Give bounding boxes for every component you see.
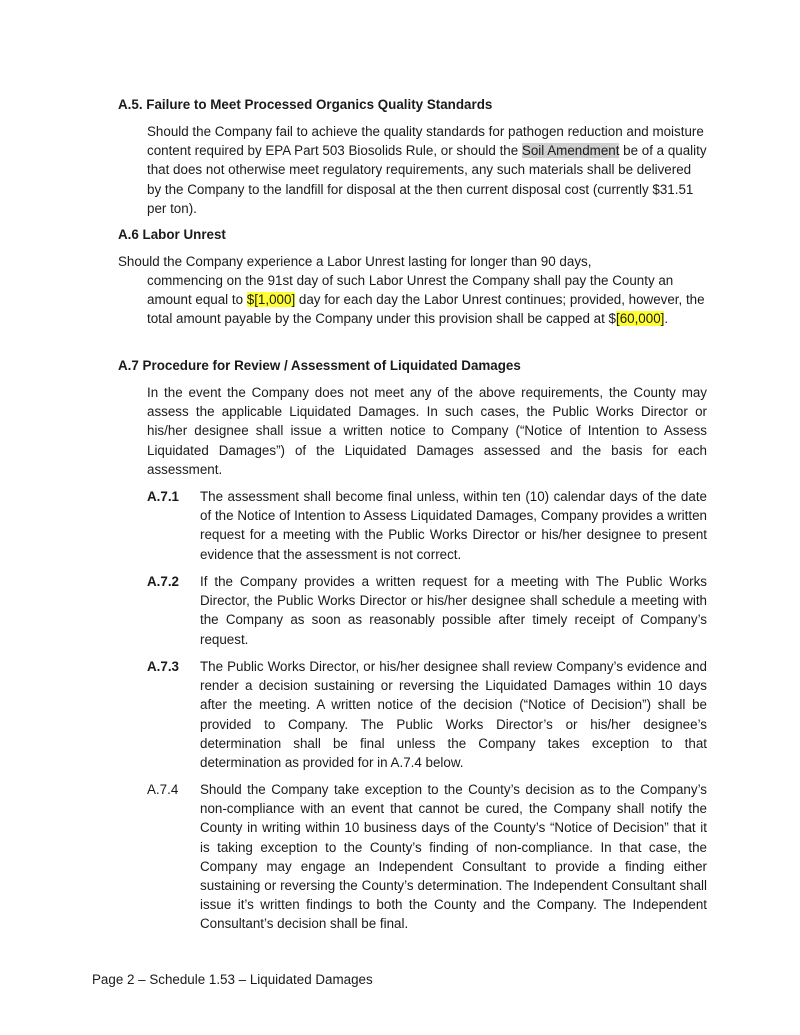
- subsection-number: A.7.4: [147, 782, 179, 797]
- page-footer: Page 2 – Schedule 1.53 – Liquidated Damages: [92, 972, 373, 987]
- section-a5-heading: [118, 95, 492, 114]
- section-a5-paragraph: [147, 122, 707, 218]
- subsection-number: A.7.2: [147, 574, 180, 589]
- subsection-a7-4: [147, 780, 707, 934]
- section-a6-text-mid: day for each day the Labor Unrest continues; provided, however, the total amount payable by the Company under this provision shall be capped at $: [147, 292, 705, 327]
- section-a5-text-after: be of a quality that does not otherwise meet regulatory requirements, any such materials shall be delivered by the Company to the landfill for disposal at the then current disposal cost (currently $31.51 per ton).: [147, 143, 707, 216]
- daily-amount-highlight: $[1,000]: [246, 292, 296, 308]
- subsection-text: Should the Company take exception to the County’s decision as to the Company’s non-compliance with an event that cannot be cured, the Company shall notify the County in writing within 10 business days of the County’s “Notice of Decision” that it is taking exception to the County’s finding of non-compliance. In that case, the Company may engage an Independent Consultant to provide a finding either sustaining or reversing the County’s determination. The Independent Consultant shall issue it’s written findings to both the County and the Company. The Independent Consultant’s decision shall be final.: [200, 782, 707, 932]
- section-a5-text-before: Should the Company fail to achieve the quality standards for pathogen reduction and moisture content required by EPA Part 503 Biosolids Rule, or should the: [147, 124, 704, 159]
- section-a6-text-before: commencing on the 91st day of such Labor Unrest the Company shall pay the County an amount equal to: [147, 273, 674, 308]
- section-a6-first-line: Should the Company experience a Labor Unrest lasting for longer than 90 days,: [118, 254, 592, 269]
- subsection-text: If the Company provides a written request for a meeting with The Public Works Director, the Public Works Director or his/her designee shall schedule a meeting with the Company as soon as reasonably possible after timely receipt of Company’s request.: [200, 574, 707, 647]
- section-a6-text-end: .: [664, 311, 669, 327]
- subsection-a7-1: [147, 487, 707, 564]
- section-a7-heading: A.7 Procedure for Review / Assessment of Liquidated Damages: [118, 358, 521, 373]
- subsection-a7-3: [147, 657, 707, 772]
- subsection-number: A.7.1: [147, 489, 180, 504]
- soil-amendment-highlight: Soil Amendment: [521, 143, 620, 159]
- section-a5-number: A.5.: [118, 97, 143, 112]
- section-a6-heading: A.6 Labor Unrest: [118, 227, 226, 242]
- cap-amount-highlight: [60,000]: [615, 311, 665, 327]
- subsection-number: A.7.3: [147, 659, 180, 674]
- section-a6-paragraph: [147, 271, 707, 329]
- section-a5-title: Failure to Meet Processed Organics Quality Standards: [146, 97, 493, 112]
- subsection-text: The Public Works Director, or his/her designee shall review Company’s evidence and render a decision sustaining or reversing the Liquidated Damages within 10 days after the meeting. A written notice of the decision (“Notice of Decision”) shall be provided to Company. The Public Works Director’s or his/her designee’s determination shall be final unless the Company takes exception to that determination as provided for in A.7.4 below.: [200, 659, 707, 771]
- section-a7-intro: In the event the Company does not meet any of the above requirements, the County may assess the applicable Liquidated Damages. In such cases, the Public Works Director or his/her designee shall issue a written notice to Company (“Notice of Intention to Assess Liquidated Damages”) of the Liquidated Damages assessed and the basis for each assessment.: [147, 385, 707, 477]
- subsection-a7-2: [147, 572, 707, 649]
- subsection-text: The assessment shall become final unless, within ten (10) calendar days of the date of the Notice of Intention to Assess Liquidated Damages, Company provides a written request for a meeting with the Public Works Director or his/her designee to present evidence that the assessment is not correct.: [200, 489, 707, 562]
